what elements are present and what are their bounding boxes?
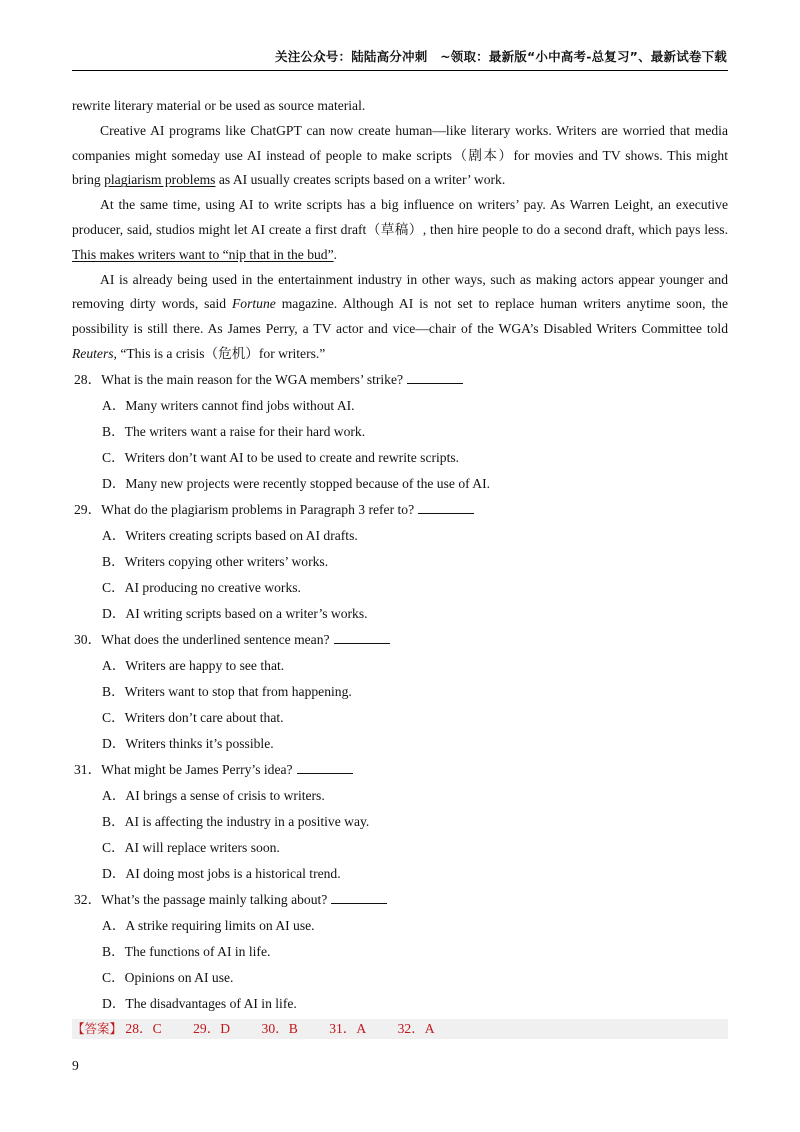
option-a: A．Writers are happy to see that. [102,657,285,673]
answer-item: 28．C [125,1020,162,1036]
paragraph-3-end: . [333,246,338,262]
header-rule [72,70,728,71]
fortune-italic: Fortune [231,296,276,312]
paragraph-3-text: At the same time, using AI to write scripts has a big influence on writers’ pay. As Warren Leight, an executive producer, said, studios might let AI create a first draft（草稿）, then hire people to do a second draft, which pays less. [72,197,728,237]
question-stem: 28．What is the main reason for the WGA members’ strike? [74,367,728,393]
answer-blank [297,759,353,774]
reuters-italic: Reuters [72,345,114,361]
option-c: C．Writers don’t care about that. [102,709,284,725]
paragraph-2-end: as AI usually creates scripts based on a writer’ work. [215,172,506,188]
option-a: A．Many writers cannot find jobs without AI. [102,397,355,413]
paragraph-2-text: Creative AI programs like ChatGPT can now create human—like literary works. Writers are worried that media companies might someday use AI instead of people to make scripts（剧本）for movies and TV shows. This might bring [72,122,728,188]
option-d: D．AI writing scripts based on a writer’s works. [102,605,368,621]
question-stem: 29．What do the plagiarism problems in Paragraph 3 refer to? [74,497,728,523]
answer-items [125,1021,462,1036]
question-30 [74,627,728,757]
question-29 [74,497,728,627]
option-d: D．Many new projects were recently stopped because of the use of AI. [102,475,491,491]
underlined-sentence: This makes writers want to “nip that in the bud” [72,246,334,262]
answer-blank [334,629,390,644]
paragraph-4-text-c: , “This is a crisis（危机）for writers.” [113,345,326,361]
page-number: 9 [72,1058,79,1073]
option-d: D．AI doing most jobs is a historical trend. [102,865,341,881]
answer-blank [407,369,463,384]
option-b: B．The functions of AI in life. [102,943,271,959]
option-b: B．Writers want to stop that from happening. [102,683,352,699]
page-header: 关注公众号：陆陆高分冲刺 ~领取：最新版“小中高考-总复习”、最新试卷下载 [275,49,727,64]
paragraph-1-text: rewrite literary material or be used as source material. [72,98,366,113]
option-b: B．Writers copying other writers’ works. [102,553,329,569]
main-content [72,94,728,1039]
paragraph-1 [72,94,728,119]
option-d: D．The disadvantages of AI in life. [102,995,297,1011]
answer-item: 29．D [193,1020,231,1036]
question-28 [74,367,728,497]
option-a: A．A strike requiring limits on AI use. [102,917,315,933]
paragraph-3 [72,193,728,267]
paragraph-4-text-b: magazine. Although AI is not set to replace human writers anytime soon, the possibility is still there. As James Perry, a TV actor and vice—chair of the WGA’s Disabled Writers Committee told [72,296,729,337]
answer-item: 30．B [261,1020,298,1036]
paragraph-2 [72,119,728,193]
answer-item: 31．A [329,1020,367,1036]
option-b: B．The writers want a raise for their hard work. [102,423,366,439]
option-c: C．AI will replace writers soon. [102,839,280,855]
question-31 [74,757,728,887]
option-c: C．Opinions on AI use. [102,969,234,985]
option-c: C．Writers don’t want AI to be used to create and rewrite scripts. [102,449,460,465]
option-c: C．AI producing no creative works. [102,579,301,595]
answer-item: 32．A [397,1020,435,1036]
answer-key [72,1019,728,1039]
question-stem: 32．What’s the passage mainly talking about? [74,887,728,913]
option-a: A．AI brings a sense of crisis to writers. [102,787,325,803]
question-32 [74,887,728,1017]
question-stem: 30．What does the underlined sentence mean? [74,627,728,653]
underlined-plagiarism-problems: plagiarism problems [104,172,216,188]
answer-tag: 【答案】 [72,1020,123,1036]
option-a: A．Writers creating scripts based on AI drafts. [102,527,358,543]
option-b: B．AI is affecting the industry in a positive way. [102,813,370,829]
paragraph-4 [72,268,728,367]
answer-blank [331,889,387,904]
option-d: D．Writers thinks it’s possible. [102,735,274,751]
answer-blank [418,499,474,514]
question-stem: 31．What might be James Perry’s idea? [74,757,728,783]
paragraph-4-text-a: AI is already being used in the entertainment industry in other ways, such as making actors appear younger and removing dirty words, said [72,271,728,312]
